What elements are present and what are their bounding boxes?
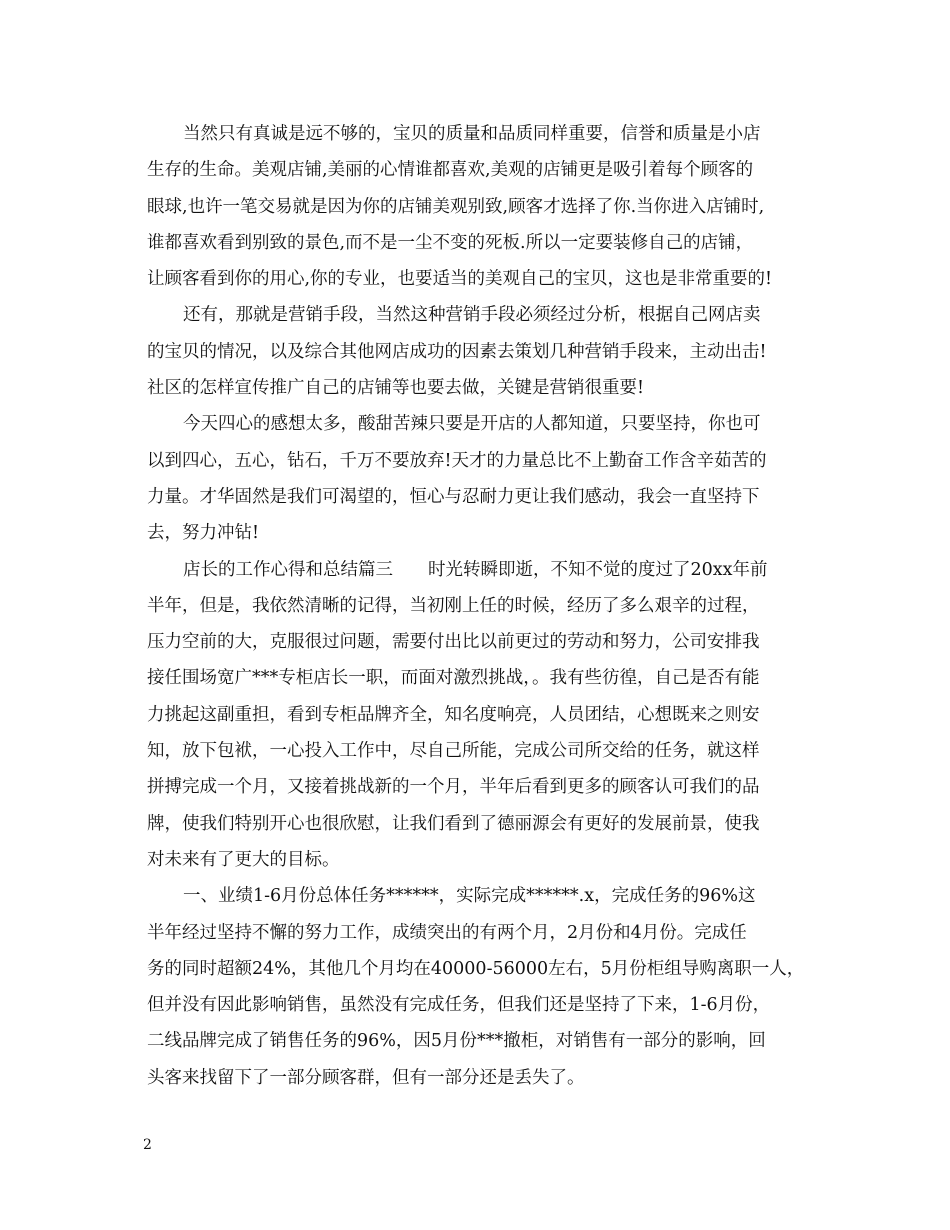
text-line: 半年，但是，我依然清晰的记得，当初刚上任的时候，经历了多么艰辛的过程， — [147, 595, 760, 616]
text-line: 务的同时超额24%，其他几个月均在40000-56000左右，5月份柜组导购离职一人， — [147, 958, 805, 979]
text-line: 去，努力冲钻! — [147, 523, 260, 544]
text-line: 牌，使我们特别开心也很欣慰，让我们看到了德丽源会有更好的发展前景，使我 — [147, 813, 760, 834]
text-line: 还有，那就是营销手段，当然这种营销手段必须经过分析，根据自己网店卖 — [183, 305, 761, 326]
text-line: 半年经过坚持不懈的努力工作，成绩突出的有两个月，2月份和4月份。完成任 — [147, 922, 747, 943]
document-body — [147, 116, 807, 1096]
text-line: 以到四心，五心，钻石，千万不要放弃!天才的力量总比不上勤奋工作含辛茹苦的 — [147, 450, 767, 471]
text-line: 眼球,也许一笔交易就是因为你的店铺美观别致,顾客才选择了你.当你进入店铺时, — [147, 196, 765, 217]
text-line: 店长的工作心得和总结篇三 时光转瞬即逝，不知不觉的度过了20xx年前 — [183, 559, 768, 580]
text-line: 今天四心的感想太多，酸甜苦辣只要是开店的人都知道，只要坚持，你也可 — [183, 414, 761, 435]
text-line: 拼搏完成一个月，又接着挑战新的一个月，半年后看到更多的顾客认可我们的品 — [147, 777, 760, 798]
page-number: 2 — [143, 1137, 152, 1153]
text-line: 的宝贝的情况，以及综合其他网店成功的因素去策划几种营销手段来，主动出击! — [147, 341, 767, 362]
text-line: 让顾客看到你的用心,你的专业，也要适当的美观自己的宝贝，这也是非常重要的! — [147, 269, 773, 290]
text-line: 力挑起这副重担，看到专柜品牌齐全，知名度响亮，人员团结，心想既来之则安 — [147, 704, 760, 725]
text-line: 但并没有因此影响销售，虽然没有完成任务，但我们还是坚持了下来，1-6月份， — [147, 995, 771, 1016]
text-line: 一、业绩1-6月份总体任务******，实际完成******.x，完成任务的96%这 — [183, 886, 756, 907]
text-line: 当然只有真诚是远不够的，宝贝的质量和品质同样重要，信誉和质量是小店 — [183, 124, 761, 144]
text-line: 压力空前的大，克服很过问题，需要付出比以前更过的劳动和努力，公司安排我 — [147, 632, 760, 653]
text-line: 力量。才华固然是我们可渴望的，恒心与忍耐力更让我们感动，我会一直坚持下 — [147, 486, 760, 507]
text-line: 社区的怎样宣传推广自己的店铺等也要去做，关键是营销很重要! — [147, 378, 645, 399]
text-line: 谁都喜欢看到别致的景色,而不是一尘不变的死板.所以一定要装修自己的店铺， — [147, 232, 754, 253]
text-line: 二线品牌完成了销售任务的96%，因5月份***撤柜，对销售有一部分的影响，回 — [147, 1031, 766, 1052]
text-line: 接任围场宽广***专柜店长一职，而面对激烈挑战，。我有些彷徨，自己是否有能 — [147, 668, 760, 689]
text-line: 头客来找留下了一部分顾客群，但有一部分还是丢失了。 — [147, 1067, 585, 1088]
text-line: 生存的生命。美观店铺,美丽的心情谁都喜欢,美观的店铺更是吸引着每个顾客的 — [147, 160, 754, 181]
text-line: 知，放下包袱，一心投入工作中，尽自己所能，完成公司所交给的任务，就这样 — [147, 741, 760, 762]
text-line: 对未来有了更大的目标。 — [147, 849, 340, 870]
